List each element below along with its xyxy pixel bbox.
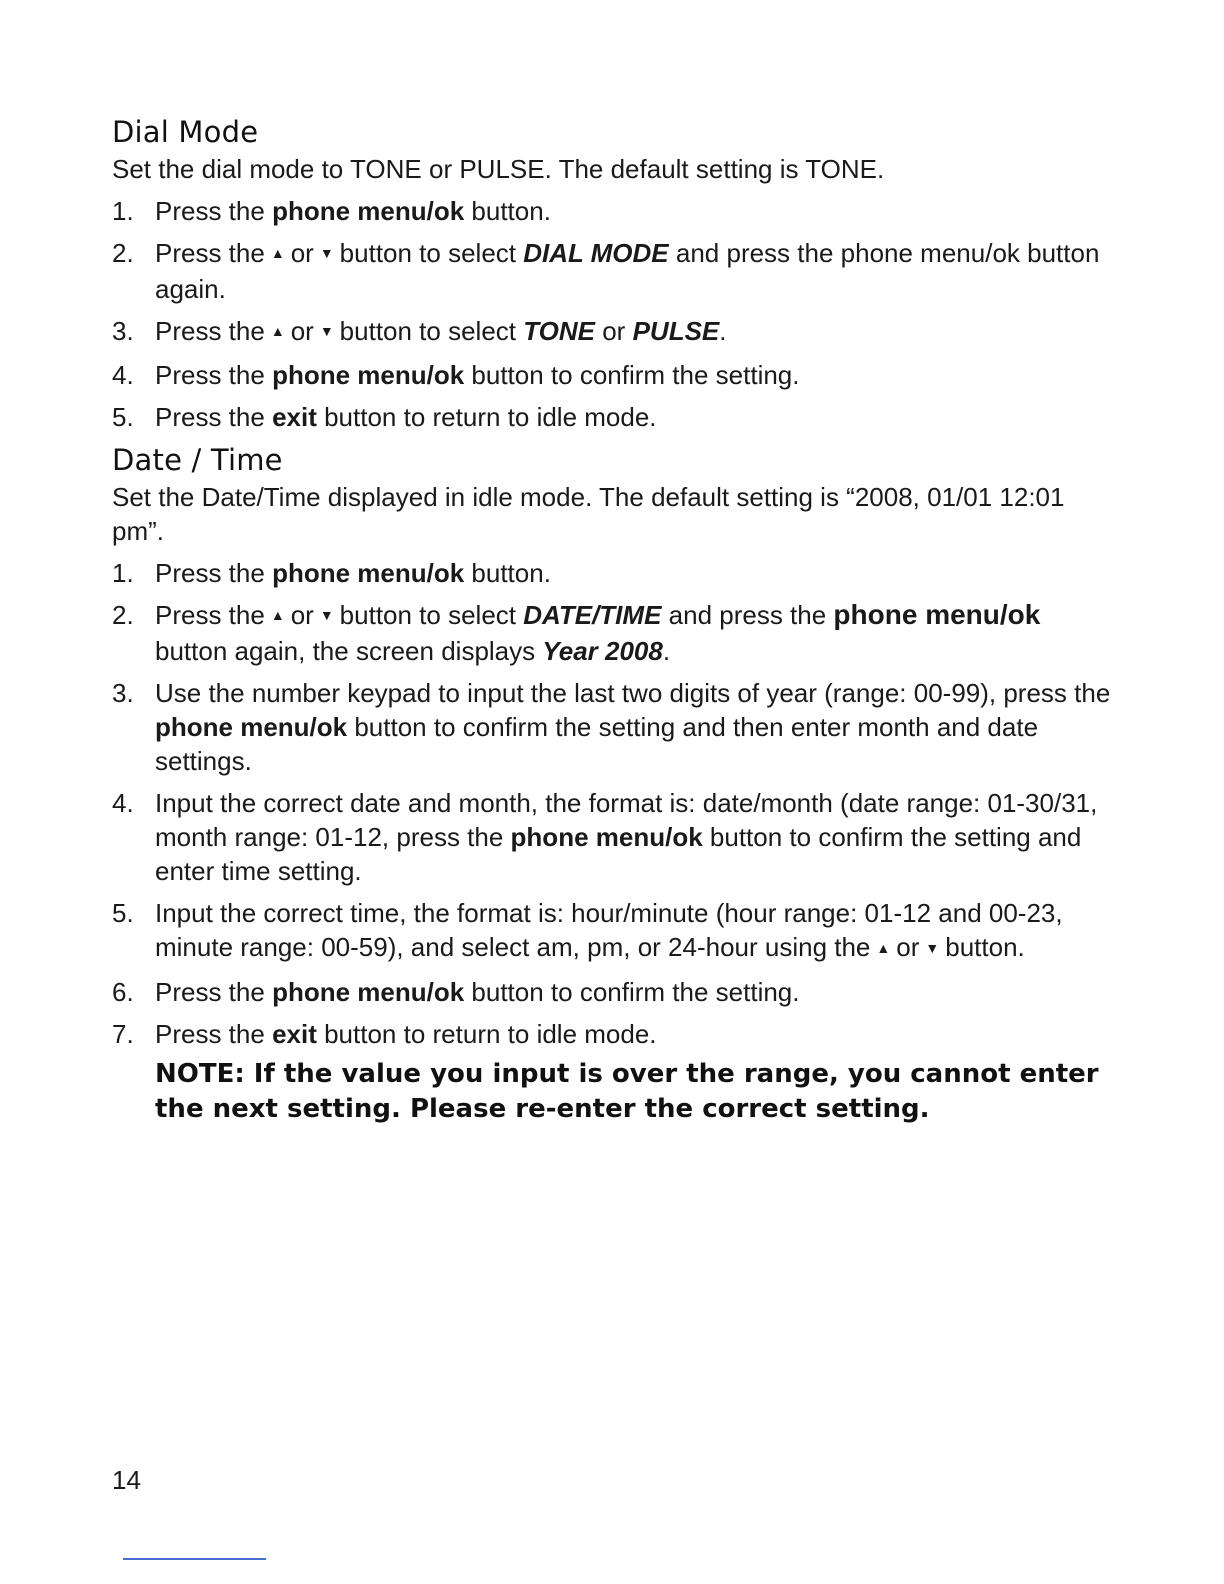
button-name: phone menu/ok [272, 360, 465, 391]
step-text: Press the [155, 976, 273, 1007]
step-number: 4. [112, 788, 134, 819]
step-text: or [290, 600, 314, 631]
down-arrow-icon: ▼ [319, 323, 334, 340]
step-number: 7. [112, 1018, 134, 1049]
menu-option: PULSE [632, 316, 720, 347]
step-number: 3. [112, 678, 134, 709]
button-name: exit [272, 402, 317, 433]
list-item [112, 786, 1112, 888]
dial-mode-heading: Dial Mode [112, 115, 259, 149]
button-name: phone menu/ok [272, 558, 465, 589]
step-text: button. [464, 558, 551, 589]
button-name: phone menu/ok [155, 712, 348, 743]
step-text: Press the [155, 600, 265, 631]
up-arrow-icon: ▲ [876, 939, 891, 956]
step-text: Use the number keypad to input the last two digits of year (range: 00-99), press the [155, 678, 1111, 709]
step-number: 2. [112, 238, 134, 268]
step-text: button to return to idle mode. [316, 402, 657, 433]
step-text: Input the correct time, the format is: hour/minute (hour range: 01-12 and 00-23, minute range: 00-59), and select am, pm, or 24-hour using the [155, 898, 1063, 963]
step-text: and press the phone menu/ok button again. [155, 238, 1100, 305]
step-number: 5. [112, 402, 134, 433]
menu-option: TONE [523, 316, 595, 347]
list-item [112, 676, 1112, 778]
step-text: Input the correct date and month, the format is: date/month (date range: 01-30/31, month range: 01-12, press the [155, 788, 1098, 853]
step-text: . [662, 636, 671, 667]
down-arrow-icon: ▼ [319, 245, 334, 262]
up-arrow-icon: ▲ [270, 245, 285, 262]
step-text: button to confirm the setting. [464, 360, 800, 391]
button-name: phone menu/ok [833, 599, 1041, 631]
page-number: 14 [112, 1465, 141, 1495]
note-text: NOTE: If the value you input is over the range, you cannot enter the next setting. Please re-enter the correct setting. [155, 1058, 1099, 1124]
step-text: Press the [155, 238, 265, 268]
up-arrow-icon: ▲ [270, 607, 285, 624]
list-item [112, 358, 1112, 392]
step-text: Press the [155, 196, 273, 226]
step-text: Press the [155, 1018, 273, 1049]
list-item [112, 896, 1112, 966]
dial-mode-steps [112, 194, 1112, 434]
button-name: phone menu/ok [272, 196, 465, 226]
step-text: button to select [339, 316, 524, 347]
step-number: 2. [112, 600, 134, 631]
step-text: or [290, 238, 314, 268]
date-time-section [112, 440, 1112, 1126]
list-item [112, 236, 1112, 306]
button-name: phone menu/ok [510, 822, 703, 853]
step-text: button. [464, 196, 551, 226]
date-time-steps [112, 556, 1112, 1050]
list-item [112, 556, 1112, 590]
step-text: or [595, 316, 633, 347]
screen-display: Year 2008 [542, 636, 663, 667]
list-item [112, 400, 1112, 434]
list-item [112, 1017, 1112, 1051]
menu-option: DATE/TIME [523, 600, 662, 631]
step-text: or [896, 932, 920, 963]
step-text: button. [945, 932, 1025, 963]
step-text: button to select [339, 238, 524, 268]
step-number: 1. [112, 558, 134, 589]
step-number: 3. [112, 316, 134, 347]
step-text: and press the [661, 600, 834, 631]
button-name: phone menu/ok [272, 976, 465, 1007]
dial-mode-section [112, 112, 1112, 434]
list-item [112, 314, 1112, 350]
step-text: button again, the screen displays [155, 636, 543, 667]
list-item [112, 194, 1112, 228]
step-text: button to return to idle mode. [316, 1018, 657, 1049]
up-arrow-icon: ▲ [270, 323, 285, 340]
step-text: button to confirm the setting. [464, 976, 800, 1007]
step-text: . [719, 316, 727, 347]
step-text: Press the [155, 360, 273, 391]
step-text: button to confirm the setting and then enter month and date settings. [155, 712, 1039, 777]
manual-page [112, 112, 1112, 1127]
button-name: exit [272, 1018, 317, 1049]
down-arrow-icon: ▼ [925, 939, 940, 956]
step-number: 4. [112, 360, 134, 391]
step-number: 1. [112, 196, 134, 226]
menu-option: DIAL MODE [523, 238, 669, 268]
step-text: Press the [155, 316, 265, 347]
down-arrow-icon: ▼ [319, 607, 334, 624]
list-item [112, 598, 1112, 668]
step-text: button to confirm the setting and enter time setting. [155, 822, 1082, 887]
step-text: or [290, 316, 314, 347]
step-number: 5. [112, 898, 134, 929]
dial-mode-intro: Set the dial mode to TONE or PULSE. The default setting is TONE. [112, 154, 885, 184]
list-item [112, 975, 1112, 1009]
step-number: 6. [112, 976, 134, 1007]
bottom-rule [123, 1558, 266, 1560]
date-time-heading: Date / Time [112, 443, 283, 478]
step-text: Press the [155, 558, 273, 589]
date-time-intro: Set the Date/Time displayed in idle mode. The default setting is “2008, 01/01 12:01 pm”. [112, 482, 1065, 547]
step-text: button to select [339, 600, 524, 631]
step-text: Press the [155, 402, 273, 433]
